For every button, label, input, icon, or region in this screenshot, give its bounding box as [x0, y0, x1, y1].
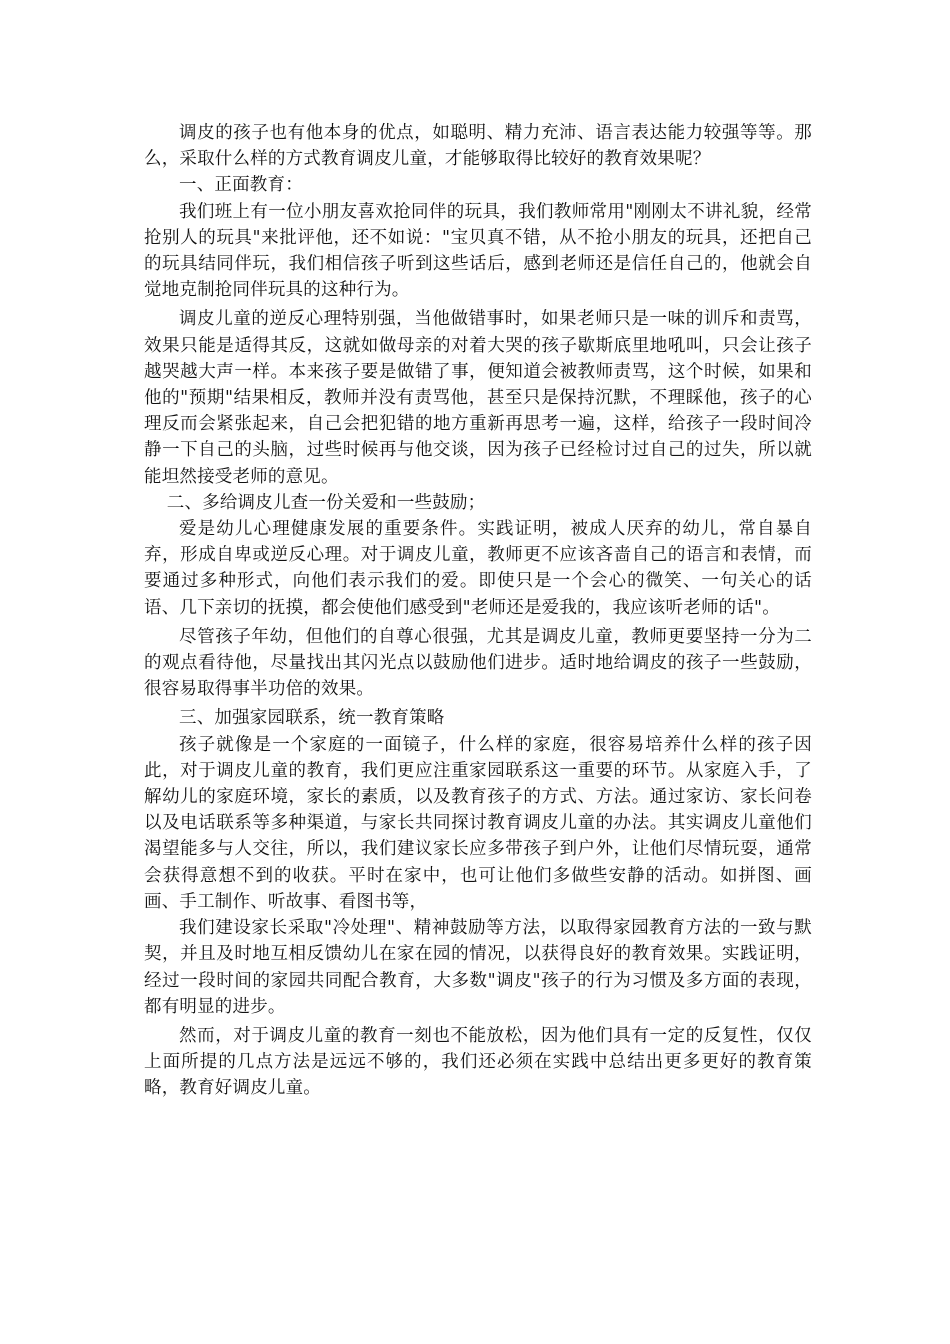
paragraph-intro: 调皮的孩子也有他本身的优点，如聪明、精力充沛、语言表达能力较强等等。那么，采取什么样的方式教育调皮儿童，才能够取得比较好的教育效果呢？ [144, 123, 812, 170]
paragraph-3-1: 孩子就像是一个家庭的一面镜子，什么样的家庭，很容易培养什么样的孩子因此，对于调皮儿童的教育，我们更应注重家园联系这一重要的环节。从家庭入手，了解幼儿的家庭环境，家长的素质，以及教育孩子的方式、方法。通过家访、家长问卷以及电话联系等多种渠道，与家长共同探讨教育调皮儿童的办法。其实调皮儿童他们渴望能多与人交往，所以，我们建议家长应多带孩子到户外，让他们尽情玩耍，通常会获得意想不到的收获。平时在家中，也可让他们多做些安静的活动。如拼图、画画、手工制作、听故事、看图书等， [144, 734, 812, 912]
paragraph-3-2: 我们建设家长采取"冷处理"、精神鼓励等方法，以取得家园教育方法的一致与默契，并且及时地互相反馈幼儿在家在园的情况，以获得良好的教育效果。实践证明，经过一段时间的家园共同配合教育，大多数"调皮"孩子的行为习惯及多方面的表现，都有明显的进步。 [144, 918, 812, 1017]
section-heading-1: 一、正面教育： [179, 175, 303, 196]
paragraph-2-2: 尽管孩子年幼，但他们的自尊心很强，尤其是调皮儿童，教师更要坚持一分为二的观点看待他，尽量找出其闪光点以鼓励他们进步。适时地给调皮的孩子一些鼓励，很容易取得事半功倍的效果。 [144, 626, 812, 700]
document-body [144, 120, 812, 1102]
paragraph-1-1: 我们班上有一位小朋友喜欢抢同伴的玩具，我们教师常用"刚刚太不讲礼貌，经常抢别人的玩具"来批评他，还不如说："宝贝真不错，从不抢小朋友的玩具，还把自己的玩具结同伴玩，我们相信孩子听到这些话后，感到老师还是信任自己的，他就会自觉地克制抢同伴玩具的这种行为。 [144, 201, 812, 301]
section-heading-2: 二、多给调皮儿查一份关爱和一些鼓励； [166, 492, 486, 513]
paragraph-1-2: 调皮儿童的逆反心理特别强，当他做错事时，如果老师只是一味的训斥和责骂，效果只能是适得其反，这就如做母亲的对着大哭的孩子歇斯底里地吼叫，只会让孩子越哭越大声一样。本来孩子要是做错了事，便知道会被教师责骂，这个时候，如果和他的"预期"结果相反，教师并没有责骂他，甚至只是保持沉默，不理睬他，孩子的心理反而会紧张起来，自己会把犯错的地方重新再思考一遍，这样，给孩子一段时间冷静一下自己的头脑，过些时候再与他交谈，因为孩子已经检讨过自己的过失，所以就能坦然接受老师的意见。 [144, 309, 812, 487]
section-heading-3: 三、加强家园联系，统一教育策略 [179, 708, 445, 729]
paragraph-2-1: 爱是幼儿心理健康发展的重要条件。实践证明，被成人厌弃的幼儿，常自暴自弃，形成自卑或逆反心理。对于调皮儿童，教师更不应该吝啬自己的语言和表情，而要通过多种形式，向他们表示我们的爱。即使只是一个会心的微笑、一句关心的话语、几下亲切的抚摸，都会使他们感受到"老师还是爱我的，我应该听老师的话"。 [144, 519, 812, 618]
paragraph-conclusion: 然而，对于调皮儿童的教育一刻也不能放松，因为他们具有一定的反复性，仅仅上面所提的几点方法是远远不够的，我们还必须在实践中总结出更多更好的教育策略，教育好调皮儿童。 [144, 1025, 812, 1099]
